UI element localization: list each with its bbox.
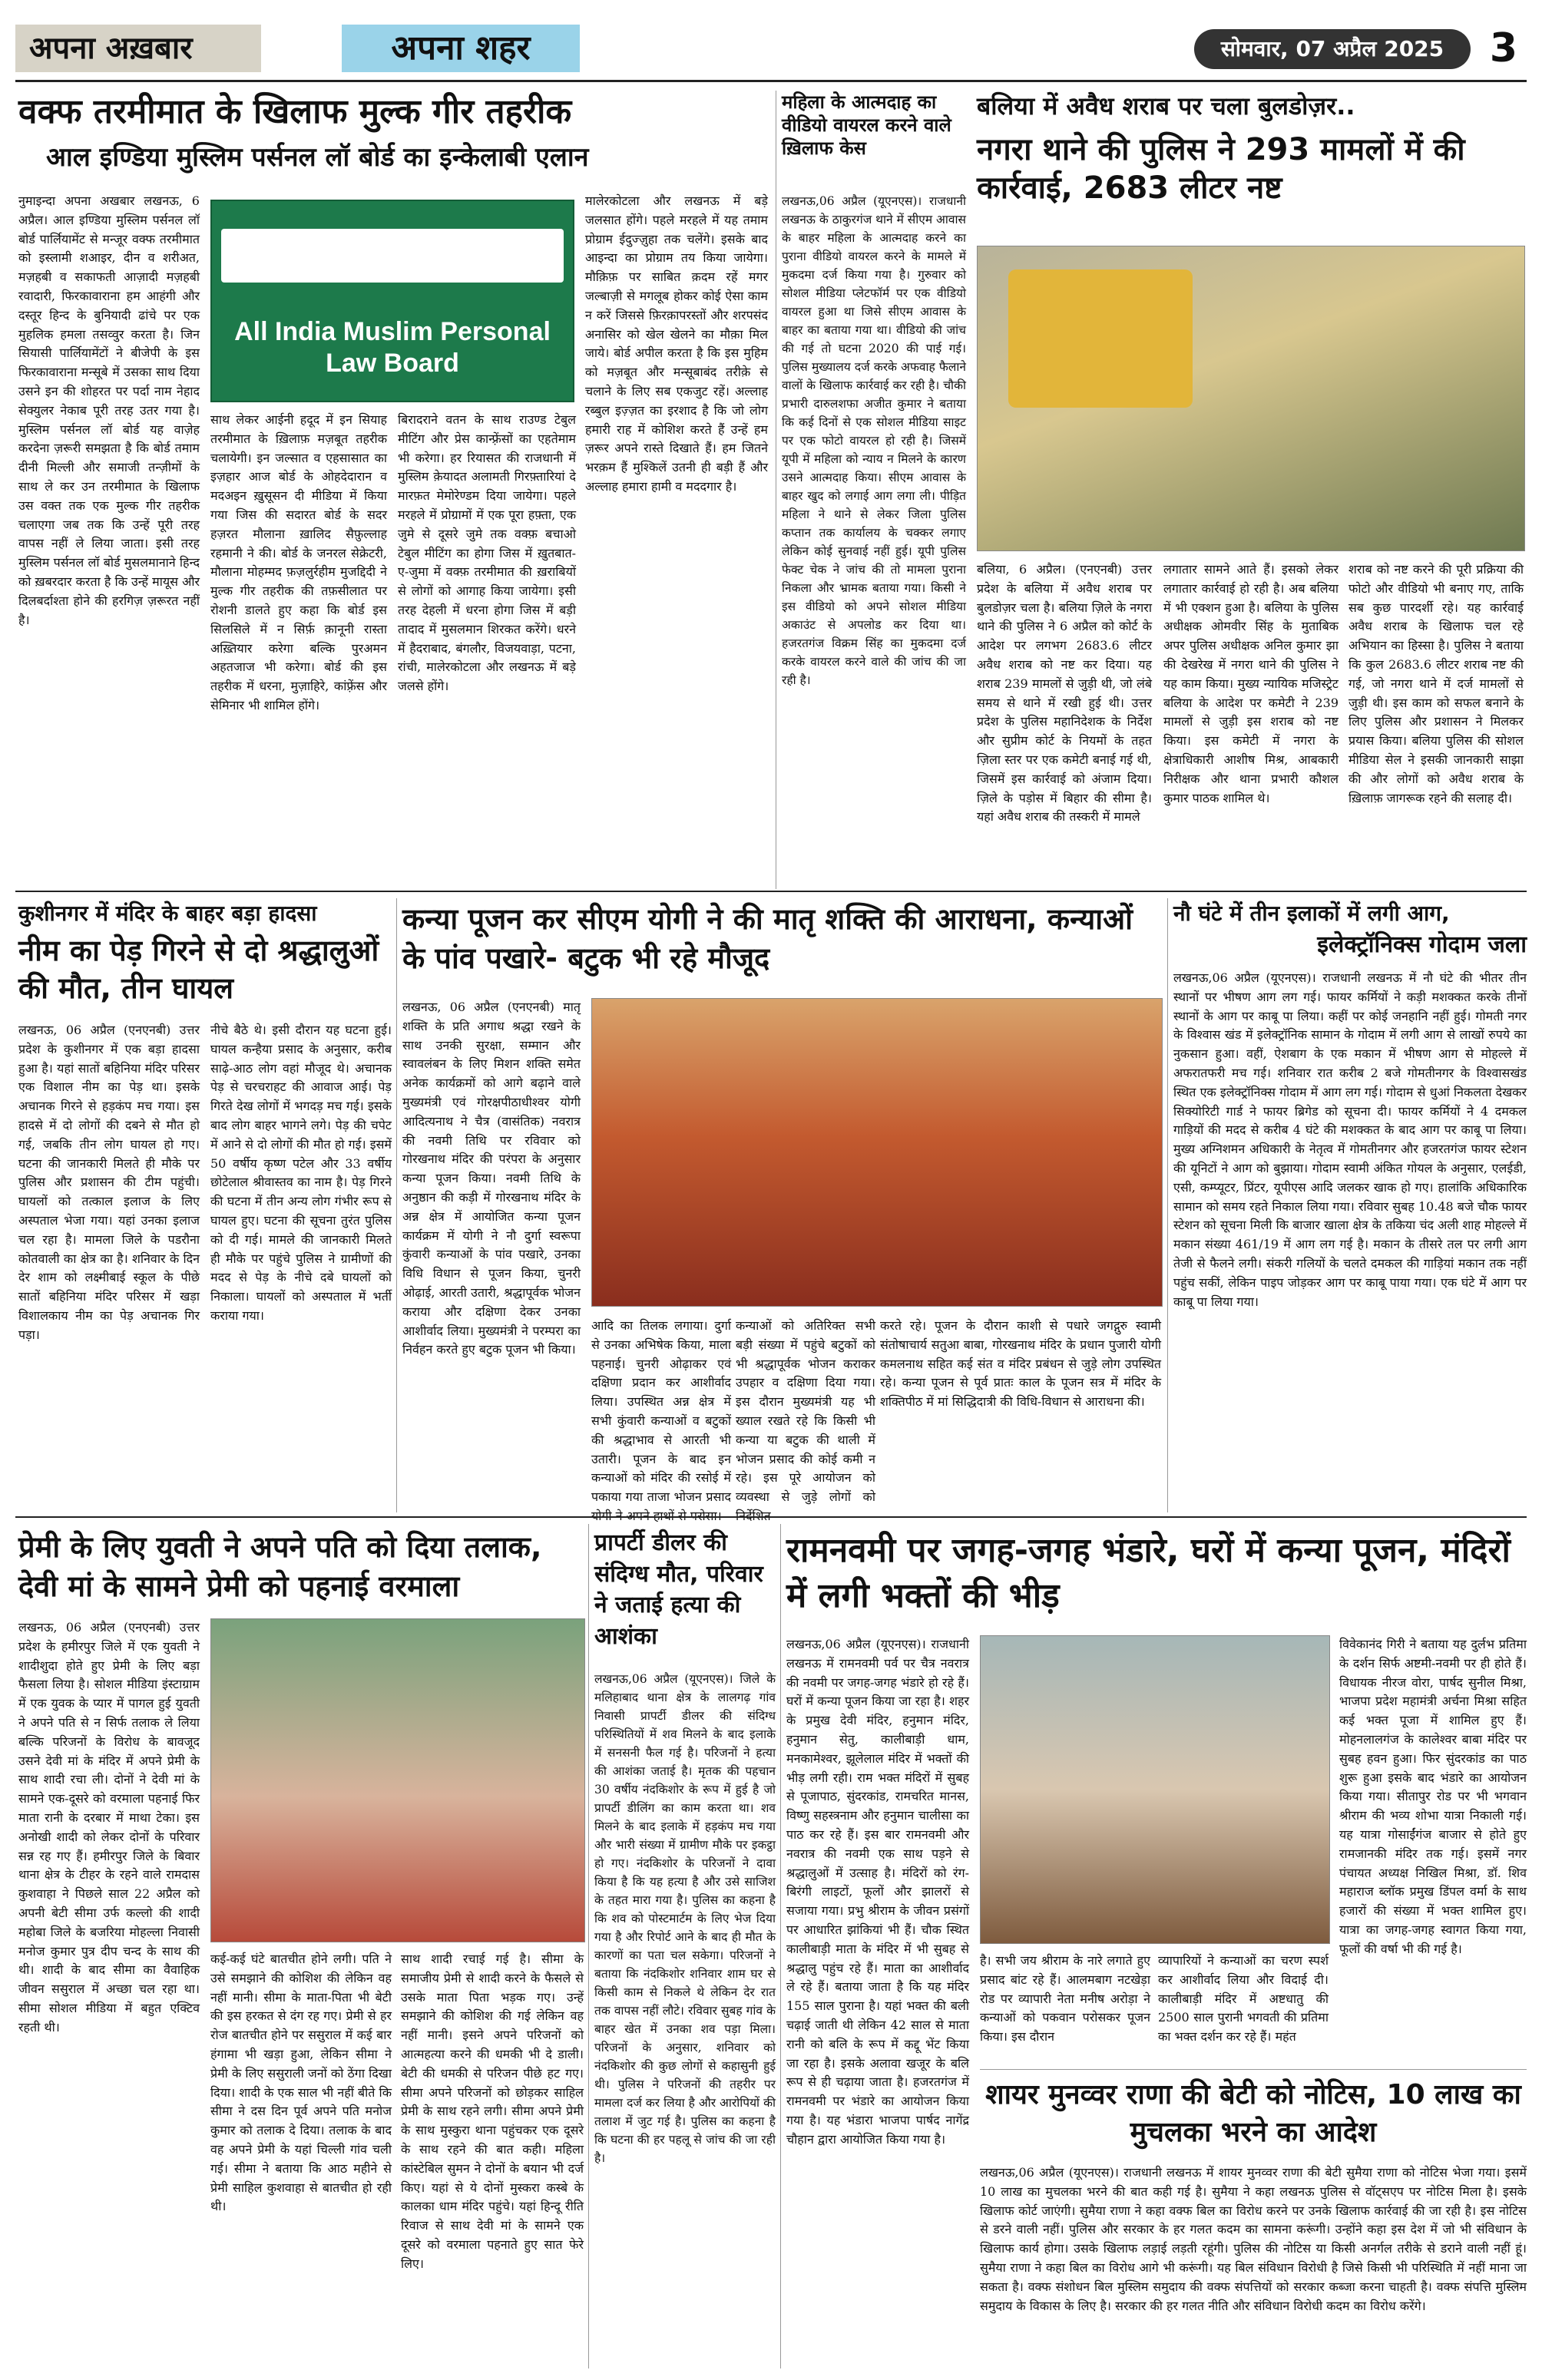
story5-column-2: आदि का तिलक लगाया। दुर्गा से उनका अभिषेक किया, माला पहनाई। चुनरी ओढ़ाकर एवं दक्षिणा प्रदान कर आशीर्वाद लिया। उपस्थित अन्न क्षेत्र में सभी कुंवारी कन्याओं व बटुकों की श्रद्धाभाव से आरती भी उतारी। पूजन के बाद इन कन्याओं को मंदिर की रसोई में पकाया गया ताजा भोजन प्रसाद (591, 1318, 731, 1505)
story9-column-2: है। सभी जय श्रीराम के नारे लगाते हुए प्रसाद बांट रहे हैं। आलमबाग नटखेड़ा रोड पर व्यापारी नेता मनीष अरोड़ा ने कन्याओं को पकवान परोसकर पूजन किया। इस दौरान (980, 1953, 1150, 2044)
story5-column-3: कन्याओं को अतिरिक्त सभी बड़ी संख्या में पहुंचे बटुकों को भी श्रद्धापूर्वक भोजन कराकर उपहार व दक्षिणा दिया गया। इस दौरान मुख्यमंत्री यह भी ख्याल रखते रहे कि किसी भी कन्या या बटुक की थाली में भोजन प्रसाद की कोई कमी न रहे। इस पूरे आयोजन को व्यवस्था से जुड़े लोगों को (736, 1318, 875, 1505)
story6-headline: इलेक्ट्रॉनिक्स गोदाम जला (1317, 931, 1527, 958)
section-rule (15, 891, 1527, 892)
story5-column-1: लखनऊ, 06 अप्रैल (एनएनबी) मातृ शक्ति के प्रति अगाध श्रद्धा रखने के साथ उनकी सुरक्षा, सम्मान और स्वावलंबन के लिए मिशन शक्ति समेत अनेक कार्यक्रमों को आगे बढ़ाने वाले मुख्यमंत्री एवं गोरक्षपीठाधीश्वर योगी आदित्यनाथ ने चैत्र (वासंतिक) नवरात्र की नवमी तिथि पर रविवार को गोरखनाथ मंदिर की परंपरा के अनुसार कन्या पूजन किया। नवमी तिथि के अनुष्ठान की कड़ी में गोरखनाथ मंदिर के अन्न क्षेत्र में आयोजित कन्या पूजन कार्यक्रम में योगी ने नौ दुर्गा स्वरूपा कुंवारी कन्याओं के पांव पखारे, उनका विधि विधान से पूजन किया, चुनरी ओढ़ाई, आरती उतारी, श्रद्धापूर्वक भोजन कराया और दक्षिणा देकर उनका आशीर्वाद लिया। मुख्यमंत्री ने परम्परा का निर्वहन करते हुए बटुक पूजन भी किया। (402, 1000, 581, 1357)
story-divider (980, 2069, 1527, 2070)
story9-column-4: विवेकानंद गिरी ने बताया यह दुर्लभ प्रतिमा के दर्शन सिर्फ अष्टमी-नवमी पर ही होते हैं। विधायक नीरज वोरा, पार्षद सुनील मिश्रा, भाजपा प्रदेश महामंत्री अर्चना मिश्रा सहित कई भक्त पूजा में शामिल हुए हैं। मोहनलालगंज के कालेश्वर बाबा मंदिर पर सुबह हवन हुआ। फिर सुंदरकांड का पाठ शुरू हुआ इसके बाद भंडारे का आयोजन किया गया। सीतापुर रोड पर भी भगवान श्रीराम की भव्य शोभा यात्रा निकाली गई। यह यात्रा गोसाईंगंज बाजार से होते हुए रामजानकी मंदिर तक गई। इसमें नगर पंचायत अध्यक्ष निखिल मिश्रा, डॉ. शिव महाराज ब्लॉक प्रमुख डिंपल वर्मा के साथ हजारों की संख्या में भक्त शामिल हुए। यात्रा का जगह-जगह स्वागत किया गया, फूलों की वर्षा भी की गई है। (1339, 1637, 1527, 1956)
story5-column-4: करते रहे। पूजन के दौरान काशी से पधारे जगद्गुरु स्वामी संतोषाचार्य सतुआ बाबा, गोरखनाथ मंदिर के प्रधान पुजारी योगी कमलनाथ सहित कई संत व मंदिर प्रबंधन से जुड़े लोग उपस्थित रहे। कन्या पूजन से पूर्व प्रातः काल के पूजन सत्र में मंदिर के शक्तिपीठ में मां सिद्धिदात्री की विधि-विधान से आराधना की। (880, 1318, 1161, 1410)
story9-column-3: व्यापारियों ने कन्याओं का चरण स्पर्श कर आशीर्वाद लिया और विदाई दी। कालीबाड़ी मंदिर में अष्टधातु की 2500 साल पुरानी भगवती की प्रतिमा का भक्त दर्शन कर रहे हैं। महंत (1158, 1953, 1329, 2044)
column-divider (780, 1524, 781, 2368)
story3-column-2: लगातार सामने आते हैं। इसको लेकर लगातार कार्रवाई हो रही है। अब बलिया में भी एक्शन हुआ है। बलिया के पुलिस अधीक्षक ओमवीर सिंह के मुताबिक अपर पुलिस अधीक्षक अनिल कुमार झा की देखरेख में नगरा थाने की पुलिस ने यह काम किया। मुख्य न्यायिक मजिस्ट्रेट बलिया के आदेश पर कमेटी ने 239 मामलों से जुड़ी इस शराब को नष्ट किया। इस कमेटी में नगरा के क्षेत्राधिकारी आशीष मिश्र, आबकारी निरीक्षक और थाना प्रभारी कौशल कुमार पाठक शामिल थे। (1163, 562, 1338, 805)
story1-column-1: नुमाइन्दा अपना अखबार लखनऊ, 6 अप्रैल। आल इण्डिया मुस्लिम पर्सनल लॉ बोर्ड पार्लियामेंट से मन्जूर वक्फ तरमीमात को इस्लामी शआइर, दीन व शरीअत, मज़हबी व सकाफती आज़ादी मज़हबी रवादारी, फिरकावाराना हम आहंगी और दस्तूर हिन्द के बुनियादी ढांचे पर एक मुहलिक हमला तसव्वुर करता है। जिन सियासी पार्लियामेंटों ने बीजेपी के इस फिरकावाराना मन्सूबे में उसका साथ दिया उसने इन की शोहरत पर पर्दा नाम नेहाद सेक्युलर नेकाब पूरी तरह उतर गया है। मुस्लिम पर्सनल लॉ बोर्ड यह वाज़ेह करदेना ज़रूरी समझता है कि बोर्ड तमाम दीनी मिल्ली और समाजी तन्ज़ीमों के साथ ले कर उन तरमीमात के खिलाफ उस वक्त तक एक मुल्क गीर तहरीक चलाएगा जब तक कि उन्हें पूरी तरह वापस नहीं ले लिया जाता। इसी तरह मुस्लिम पर्सनल लॉ बोर्ड मुसलमानाने हिन्द को ख़बरदार करता है कि उन्हें मायूस और दिलबर्दाश्ता होने की हरगिज़ ज़रूरत नहीं है। (18, 193, 200, 627)
section-title: अपना शहर (342, 25, 580, 72)
kanya-pujan-photo (591, 998, 1163, 1307)
section-rule (15, 1516, 1527, 1518)
story1-subhead: आल इण्डिया मुस्लिम पर्सनल लॉ बोर्ड का इन्केलाबी एलान (46, 142, 589, 173)
brand-logo: अपना अख़बार (15, 25, 261, 72)
story7-column-1: लखनऊ, 06 अप्रैल (एनएनबी) उत्तर प्रदेश के हमीरपुर जिले में एक युवती ने शादीशुदा होते हुए प्रेमी के लिए बड़ा फैसला लिया है। सोशल मीडिया इंस्टाग्राम में एक युवक के प्यार में पागल हुई युवती ने अपने पति से न सिर्फ तलाक ले लिया बल्कि परिजनों के विरोध के बावजूद उसने देवी मां के मंदिर में अपने प्रेमी के साथ शादी रचा ली। दोनों ने देवी मां के सामने एक-दूसरे को वरमाला पहनाई फिर माता रानी के दरबार में माथा टेका। इस अनोखी शादी को लेकर दोनों के परिवार सन्न रह गए हैं। हमीरपुर जिले के बिवार थाना क्षेत्र के टीहर के रहने वाले रामदास कुशवाहा ने पिछले साल 22 अप्रैल को अपनी बेटी सीमा उर्फ कल्लो की शादी महोबा जिले के बजरिया मोहल्ला निवासी मनोज कुमार पुत्र दीप चन्द के साथ की थी। शादी के बाद सीमा का वैवाहिक जीवन ससुराल में अच्छा चल रहा था। सीमा सोशल मीडिया में बहुत एक्टिव रहती थी। (18, 1620, 200, 2035)
story3-column-1: बलिया, 6 अप्रैल। (एनएनबी) उत्तर प्रदेश के बलिया में अवैध शराब पर बुलडोज़र चला है। बलिया ज़िले के नगरा थाने की पुलिस ने 6 अप्रैल को कोर्ट के आदेश पर लगभग 2683.6 लीटर अवैध शराब को नष्ट कर दिया। यह शराब 239 मामलों से जुड़ी थी, जो लंबे समय से थाने में रखी हुई थी। उत्तर प्रदेश के पुलिस महानिदेशक के निर्देश और सुप्रीम कोर्ट के नियमों के तहत ज़िला स्तर पर एक कमेटी बनाई गई थी, जिसमें इस कार्रवाई को अंजाम दिया। ज़िले के पड़ोस में बिहार की सीमा है। यहां अवैध शराब की तस्करी में मामले (977, 562, 1152, 825)
column-divider (396, 898, 397, 1512)
story4-column-1: लखनऊ, 06 अप्रैल (एनएनबी) उत्तर प्रदेश के कुशीनगर में एक बड़ा हादसा हुआ है। यहां सातों बहिनिया मंदिर परिसर एक विशाल नीम का पेड़ था। इसके अचानक गिरने से हड़कंप मच गया। इस हादसे में दो लोगों की दबने से मौत हो गई, जबकि तीन लोग घायल हो गए। घटना की जानकारी मिलते ही मौके पर पुलिस और प्रशासन की टीम पहुंची। घायलों को तत्काल इलाज के लिए अस्पताल भेजा गया। यहां उनका इलाज चल रहा है। मामला जिले के पडरौना कोतवाली का क्षेत्र का है। शनिवार के दिन देर शाम को लक्ष्मीबाई स्कूल के पीछे सातों बहिनिया मंदिर परिसर में खड़ा विशालकाय नीम का पेड़ अचानक गिर पड़ा। (18, 1023, 200, 1342)
column-divider (1167, 898, 1168, 1512)
story3-column-3: शराब को नष्ट करने की पूरी प्रक्रिया की फोटो और वीडियो भी बनाए गए, ताकि सब कुछ पारदर्शी रहे। यह कार्रवाई अवैध शराब के खिलाफ चल रहे अभियान का हिस्सा है। पुलिस ने बताया कि कुल 2683.6 लीटर शराब नष्ट की गई, जो नगरा थाने में दर्ज मामलों से जुड़ी थी। इस काम को सफल बनाने के लिए पुलिस और प्रशासन ने मिलकर प्रयास किया। बलिया पुलिस की सोशल मीडिया सेल ने इसकी जानकारी साझा की और लोगों को अवैध शराब के ख़िलाफ़ जागरूक रहने की सलाह दी। (1348, 562, 1524, 805)
page-number: 3 (1489, 25, 1518, 71)
column-divider (588, 1524, 589, 2368)
bhandara-photo (980, 1635, 1330, 1944)
story4-column-2: नीचे बैठे थे। इसी दौरान यह घटना हुई। घायल कन्हैया प्रसाद के अनुसार, करीब साढ़े-आठ लोग वहां मौजूद थे। अचानक पेड़ से चरचराहट की आवाज आई। पेड़ गिरते देख लोगों में भगदड़ मच गई। इसके बाद लोग बाहर भागने लगे। पेड़ की चपेट में आने से दो लोगों की मौत हो गई। इसमें 50 वर्षीय कृष्ण पटेल और 33 वर्षीय छोटेलाल श्रीवास्तव का नाम है। पेड़ गिरने की घटना में तीन अन्य लोग गंभीर रूप से घायल हुए। घटना की सूचना तुरंत पुलिस को दी गई। मामले की जानकारी मिलते ही मौके पर पहुंचे पुलिस ने ग्रामीणों की मदद से पेड़ के नीचे दबे घायलों को निकाला। घायलों को अस्पताल में भर्ती कराया गया। (210, 1023, 392, 1323)
story4-kicker: कुशीनगर में मंदिर के बाहर बड़ा हादसा (18, 901, 317, 926)
story1-column-2: साथ लेकर आईनी हदूद में इन सियाह तरमीमात के ख़िलाफ़ मज़बूत तहरीक चलायेगी। इन जल्सात व एहसासात का इज़हार आज बोर्ड के ओहदेदारान व मदअइन ख़ुसूसन दी मीडिया में किया गया जिस की सदारत बोर्ड के सदर हज़रत मौलाना ख़ालिद सैफ़ुल्लाह रहमानी ने की। बोर्ड के जनरल सेक्रेटरी, मौलाना मोहम्मद फ़ज़लुर्रहीम मुजद्दिदी ने मुल्क गीर तहरीक की तफ़सीलात पर रोशनी डालते हुए कहा कि बोर्ड इस सिलसिले में न सिर्फ़ क़ानूनी रास्ता अख़्तियार करेगा बल्कि पुरअमन अहतजाज भी करेगा। बोर्ड की इस तहरीक में धरना, मुज़ाहिरे, कांफ़्रेंस और सेमिनार भी शामिल होंगे। (210, 412, 387, 712)
story1-column-4: मालेरकोटला और लखनऊ में बड़े जलसात होंगे। पहले मरहले में यह तमाम प्रोग्राम ईदुज्ज़ुहा तक चलेंगे। इसके बाद आइन्दा का प्रोग्राम तय किया जायेगा। मौक़िफ़ पर साबित क़दम रहें मगर जल्बाज़ी से मगलूब होकर कोई ऐसा काम न करें जिससे फ़िरक़ापरस्तों और शरपसंद अनासिर को खेल खेलने का मौक़ा मिल जाये। बोर्ड अपील करता है कि इस मुहिम को मज़बूत और मन्सूबाबंद तरीक़े से चलाने के लिए सब एकजुट रहें। अल्लाह रब्बुल इज़्ज़त का इरशाद है कि जो लोग हमारी राह में कोशिश करते हैं उन्हें हम ज़रूर अपने रास्ते दिखाते हैं। हम जितने भरक़म हैं मुश्किलें उतनी ही बड़ी हैं और अल्लाह हमारा हामी व मददगार है। (585, 193, 768, 494)
story2-body: लखनऊ,06 अप्रैल (यूएनएस)। राजधानी लखनऊ के ठाकुरगंज थाने में सीएम आवास के बाहर महिला के आत्मदाह करने का पुराना वीडियो वायरल करने के मामले में मुकदमा दर्ज किया गया है। गुरुवार को सोशल मीडिया प्लेटफॉर्म पर एक वीडियो वायरल हुआ था जिसे सीएम आवास के बाहर का बताया गया था। वीडियो की जांच की गई तो घटना 2020 की पाई गई। पुलिस मुख्यालय दर्ज करके अफवाह फैलाने वालों के खिलाफ कार्रवाई कर रही है। चौकी प्रभारी दारुलशफा अजीत कुमार ने बताया कि कई दिनों से एक सोशल मीडिया साइट पर एक फोटो वायरल हो रही है। जिसमें यूपी में महिला को न्याय न मिलने के कारण उसने आत्मदाह किया। सीएम आवास के बाहर खुद को लगाई आग लगा ली। पीड़ित महिला ने थाने से लेकर जिला पुलिस कप्तान तक कार्यालय के चक्कर लगाए लेकिन कोई सुनवाई नहीं हुई। यूपी पुलिस फेक्ट चेक ने जांच की तो मामला पुराना निकला और भ्रामक बताया गया। किसी ने इस वीडियो को अपने सोशल मीडिया अकाउंट से अपलोड कर दिया था। हजरतगंज विक्रम सिंह का मुकदमा दर्ज करके वायरल करने वाले की जांच की जा रही है। (782, 194, 966, 688)
story1-column-3: बिरादराने वतन के साथ राउण्ड टेबुल मीटिंग और प्रेस कान्फ़्रेंसों का एहतेमाम भी करेगा। हर रियासत की राजधानी में मुस्लिम क़ेयादत अलामती गिरफ़्तारियां दे मारफ़त मेमोरेण्डम दिया जायेगा। पहले मरहले में प्रोग्रामों में एक पूरा हफ़्ता, एक जुमे से दूसरे जुमे तक वक्फ़ बचाओ टेबुल मीटिंग का होगा जिस में ख़ुतबात-ए-जुमा में वक्फ़ तरमीमात की ख़राबियों से लोगों को आगाह किया जायेगा। इसी तरह देहली में धरना होगा जिस में बड़ी तादाद में मुसलमान शिरकत करेंगे। धरने में हैदराबाद, बंगलौर, विजयवाड़ा, पटना, रांची, मालेरकोटला और लखनऊ में बड़े जलसे होंगे। (398, 412, 576, 694)
story1-headline: वक्फ तरमीमात के खिलाफ मुल्क गीर तहरीक (18, 92, 572, 131)
bulldozer-photo (977, 246, 1525, 551)
story7-column-3: साथ शादी रचाई गई है। सीमा के समाजीय प्रेमी से शादी करने के फैसले से उसके माता पिता भड़क गए। उन्हें समझाने की कोशिश की गई लेकिन वह नहीं मानी। इसने अपने परिजनों को आत्महत्या करने की धमकी भी दे डाली। बेटी की धमकी से परिजन पीछे हट गए। सीमा अपने परिजनों को छोड़कर साहिल प्रेमी के साथ रहने लगी। सीमा अपने प्रेमी के साथ मुस्कुरा थाना पहुंचकर एक दूसरे के साथ रहने की बात कही। महिला कांस्टेबिल सुमन ने दोनों के बयान भी दर्ज किए। यहां से ये दोनों मुस्करा कस्बे के कालका धाम मंदिर पहुंचे। यहां हिन्दू रीति रिवाज से साथ देवी मां के सामने एक दूसरे को वरमाला पहनाते हुए सात फेरे लिए। (401, 1952, 584, 2271)
story10-headline: शायर मुनव्वर राणा की बेटी को नोटिस, 10 लाख का मुचलका भरने का आदेश (985, 2079, 1521, 2148)
couple-photo (210, 1618, 585, 1942)
story7-column-2: कई-कई घंटे बातचीत होने लगी। पति ने उसे समझाने की कोशिश की लेकिन वह नहीं मानी। सीमा के माता-पिता भी बेटी की इस हरकत से दंग रह गए। प्रेमी से हर रोज बातचीत होने पर ससुराल में कई बार हंगामा भी खड़ा हुआ, लेकिन सीमा ने प्रेमी के लिए ससुराली जनों को ठेंगा दिखा दिया। शादी के एक साल भी नहीं बीते कि सीमा ने दस दिन पूर्व अपने पति मनोज कुमार को तलाक दे दिया। तलाक के बाद वह अपने प्रेमी के यहां चिल्ली गांव चली गई। सीमा ने बताया कि आठ महीने से प्रेमी साहिल कुशवाहा से बातचीत हो रही थी। (210, 1952, 392, 2214)
story9-column-1: लखनऊ,06 अप्रैल (यूएनएस)। राजधानी लखनऊ में रामनवमी पर्व पर चैत्र नवरात्र की नवमी पर जगह-जगह भंडारे हो रहे हैं। घरों में कन्या पूजन किया जा रहा है। शहर के प्रमुख देवी मंदिर, हनुमान मंदिर, हनुमान सेतु, कालीबाड़ी धाम, मनकामेश्वर, झूलेलाल मंदिर में भक्तों की भीड़ लगी रही। राम भक्त मंदिरों में सुबह से पूजापाठ, सुंदरकांड, रामचरित मानस, विष्णु सहस्त्रनाम और हनुमान चालीसा का पाठ कर रहे हैं। इस बार रामनवमी और नवरात्र की नवमी एक साथ पड़ने से श्रद्धालुओं में उत्साह है। मंदिरों को रंग-बिरंगी लाइटों, फूलों और झालरों से सजाया गया। प्रभु श्रीराम के जीवन प्रसंगों पर आधारित झांकियां भी हैं। चौक स्थित कालीबाड़ी माता के मंदिर में भी सुबह से श्रद्धालु पहुंच रहे हैं। माता का आशीर्वाद ले रहे हैं। बताया जाता है कि यह मंदिर 155 साल पुराना है। यहां भक्त की बली चढ़ाई जाती थी लेकिन 42 साल से माता रानी को बलि के रूप में कद्दू भेंट किया जा रहा है। इसके अलावा खजूर के बलि रूप से ही चढ़ाया जाता है। हजरतगंज में रामनवमी पर भंडारे का आयोजन किया गया है। यह भंडारा भाजपा पार्षद नागेंद्र चौहान द्वारा आयोजित किया गया है। (786, 1637, 969, 2147)
story6-kicker: नौ घंटे में तीन इलाकों में लगी आग, (1173, 901, 1450, 926)
story8-headline: प्रापर्टी डीलर की संदिग्ध मौत, परिवार ने जताई हत्या की आशंका (594, 1529, 763, 1650)
signboard-caption: All India Muslim Personal Law Board (234, 317, 551, 378)
story3-headline: नगरा थाने की पुलिस ने 293 मामलों में की कार्रवाई, 2683 लीटर नष्ट (977, 132, 1465, 206)
signboard-urdu-strip (221, 229, 564, 283)
story9-headline: रामनवमी पर जगह-जगह भंडारे, घरों में कन्या पूजन, मंदिरों में लगी भक्तों की भीड़ (786, 1531, 1511, 1616)
issue-date: सोमवार, 07 अप्रैल 2025 (1194, 29, 1471, 69)
story3-kicker: बलिया में अवैध शराब पर चला बुलडोज़र.. (977, 91, 1355, 121)
bulldozer-shape (1008, 269, 1193, 408)
story5-headline: कन्या पूजन कर सीएम योगी ने की मातृ शक्ति की आराधना, कन्याओं के पांव पखारे- बटुक भी रहे मौजूद (402, 902, 1133, 976)
aimplb-signboard-image (210, 200, 574, 402)
story2-headline: महिला के आत्मदाह का वीडियो वायरल करने वाले ख़िलाफ केस (782, 91, 951, 159)
story10-body: लखनऊ,06 अप्रैल (यूएनएस)। राजधानी लखनऊ में शायर मुनव्वर राणा की बेटी सुमैया राणा को नोटिस भेजा गया। इसमें 10 लाख का मुचलका भरने की बात कही गई है। सुमैया ने कहा लखनऊ पुलिस से वॉट्सएप पर नोटिस मिला है। इसके खिलाफ कोर्ट जाएंगी। सुमैया राणा ने कहा वक्फ बिल का विरोध करने पर उनके खिलाफ कार्रवाई की जा रही है। इस नोटिस से डरने वाली नहीं। पुलिस और सरकार के हर गलत कदम का सामना करूंगी। उन्होंने कहा इस देश में जो भी संविधान के खिलाफ कार्य होगा। उसके खिलाफ लड़ाई लड़ती रहूंगी। पुलिस की नोटिस या किसी अनर्गल तरीके से डराने वाली नहीं हूं। सुमैया राणा ने कहा बिल का विरोध आगे भी करूंगी। यह बिल संविधान विरोधी है जिसे किसी भी परिस्थिति में नहीं माना जा सकता है। वक्फ संशोधन बिल मुस्लिम समुदाय की वक्फ संपत्तियों को सरकार कब्जा करना चाहती है। वक्फ संपत्ति मुस्लिम समुदाय के विकास के लिए है। सरकार की हर गलत नीति और संविधान विरोधी कदम का विरोध करेंगे। (980, 2165, 1527, 2313)
story6-body: लखनऊ,06 अप्रैल (यूएनएस)। राजधानी लखनऊ में नौ घंटे की भीतर तीन स्थानों पर भीषण आग लग गई। फायर कर्मियों ने कड़ी मशक्कत करके तीनों स्थानों के आग पर काबू पा लिया। कहीं पर कोई जनहानि नहीं हुई। गोमती नगर के विश्वास खंड में इलेक्ट्रॉनिक सामान के गोदाम में लगी आग से लाखों रुपये का नुकसान हुआ। वहीं, ऐशबाग के एक मकान में भीषण आग से मोहल्ले में अफरातफरी मच गई। शनिवार रात करीब 2 बजे गोमतीनगर के विश्वासखंड स्थित एक इलेक्ट्रॉनिक्स गोदाम में आग लग गई। गोदाम से धुआं निकलता देखकर सिक्योरिटी गार्ड ने फायर ब्रिगेड को सूचना दी। फायर कर्मियों ने 4 दमकल गाड़ियों की मदद से करीब 4 घंटे की मशक्कत के बाद आग पर काबू पा लिया। मुख्य अग्निशमन अधिकारी के नेतृत्व में गोमतीनगर और हजरतगंज फायर स्टेशन की यूनिटों ने आग को बुझाया। गोदाम स्वामी अंकित गोयल के अनुसार, एलईडी, एसी, कम्प्यूटर, प्रिंटर, यूपीएस आदि जलकर खाक हो गए। हालांकि अधिकारिक सामान को समय रहते निकाल लिया गया। रविवार सुबह 10.48 बजे चौक फायर स्टेशन को सूचना मिली कि बाजार खाला क्षेत्र के तकिया चंद अली शाह मोहल्ले में मकान संख्या 461/19 में आग लग गई है। मकान के तीसरे तल पर लगी आग तेजी से फैलने लगी। संकरी गलियों के चलते दमकल की गाड़ियां मकान तक नहीं पहुंच सकीं, लेकिन पाइप जोड़कर आग पर काबू पाया गया। एक घंटे में आग पर काबू पा लिया गया। (1173, 970, 1527, 1309)
story7-headline: प्रेमी के लिए युवती ने अपने पति को दिया तलाक, देवी मां के सामने प्रेमी को पहनाई वरमाला (18, 1530, 542, 1604)
story4-headline: नीम का पेड़ गिरने से दो श्रद्धालुओं की मौत, तीन घायल (18, 934, 379, 1006)
masthead-rule (15, 80, 1527, 82)
story8-body: लखनऊ,06 अप्रैल (यूएनएस)। जिले के मलिहाबाद थाना क्षेत्र के लालगढ़ गांव निवासी प्रापर्टी डीलर की संदिग्ध परिस्थितियों में शव मिलने के बाद इलाके में सनसनी फैल गई है। परिजनों ने हत्या की आशंका जताई है। मृतक की पहचान 30 वर्षीय नंदकिशोर के रूप में हुई है जो प्रापर्टी डीलिंग का काम करता था। शव मिलने के बाद इलाके में हड़कंप मच गया और भारी संख्या में ग्रामीण मौके पर इकट्ठा हो गए। नंदकिशोर के परिजनों ने दावा किया है कि यह हत्या है और उसे साजिश के तहत मारा गया है। पुलिस का कहना है कि शव को पोस्टमार्टम के लिए भेज दिया गया है और रिपोर्ट आने के बाद ही मौत के कारणों का पता चल सकेगा। परिजनों ने बताया कि नंदकिशोर शनिवार शाम घर से किसी काम से निकले थे लेकिन देर रात तक वापस नहीं लौटे। रविवार सुबह गांव के बाहर खेत में उनका शव पड़ा मिला। परिजनों के अनुसार, शनिवार को नंदकिशोर की कुछ लोगों से कहासुनी हुई थी। पुलिस ने परिजनों की तहरीर पर मामला दर्ज कर लिया है और आरोपियों की तलाश में जुट गई है। पुलिस का कहना है कि घटना की हर पहलू से जांच की जा रही है। (594, 1672, 776, 2166)
